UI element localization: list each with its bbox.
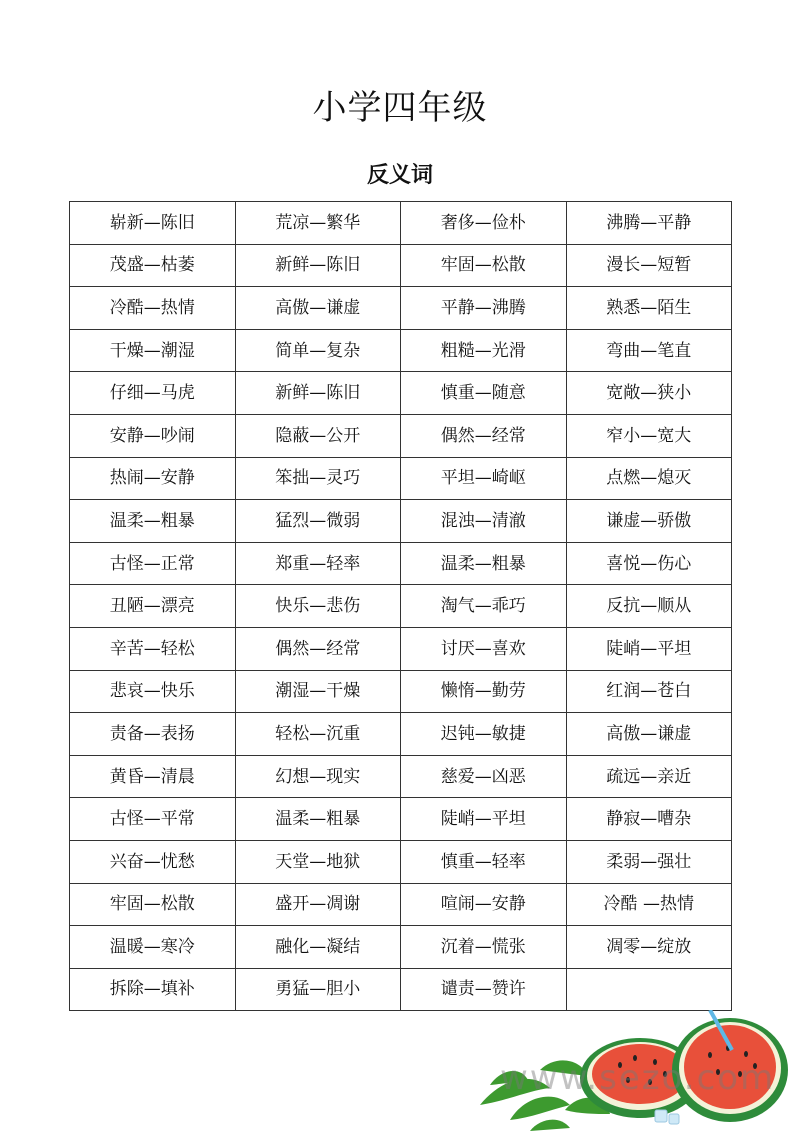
antonym-pair-cell: 兴奋—忧愁 bbox=[70, 840, 236, 883]
antonym-pair-cell: 讨厌—喜欢 bbox=[401, 627, 567, 670]
antonym-pair-cell: 宽敞—狭小 bbox=[566, 372, 732, 415]
antonym-pair-cell: 沉着—慌张 bbox=[401, 926, 567, 969]
table-row bbox=[70, 244, 732, 287]
antonym-pair-cell: 拆除—填补 bbox=[70, 968, 236, 1011]
table-row bbox=[70, 755, 732, 798]
antonym-pair-cell: 牢固—松散 bbox=[401, 244, 567, 287]
antonym-pair-cell: 新鲜—陈旧 bbox=[235, 244, 401, 287]
antonym-pair-cell: 温柔—粗暴 bbox=[235, 798, 401, 841]
antonym-pair-cell: 盛开—凋谢 bbox=[235, 883, 401, 926]
antonym-pair-cell: 点燃—熄灭 bbox=[566, 457, 732, 500]
antonym-pair-cell: 冷酷 —热情 bbox=[566, 883, 732, 926]
antonym-pair-cell: 崭新—陈旧 bbox=[70, 202, 236, 245]
antonym-pair-cell: 辛苦—轻松 bbox=[70, 627, 236, 670]
antonym-pair-cell: 隐蔽—公开 bbox=[235, 414, 401, 457]
table-row bbox=[70, 798, 732, 841]
antonym-pair-cell: 红润—苍白 bbox=[566, 670, 732, 713]
antonym-pair-cell: 粗糙—光滑 bbox=[401, 329, 567, 372]
antonym-pair-cell: 静寂—嘈杂 bbox=[566, 798, 732, 841]
antonym-pair-cell: 冷酷—热情 bbox=[70, 287, 236, 330]
antonym-pair-cell: 谦虚—骄傲 bbox=[566, 500, 732, 543]
table-row bbox=[70, 542, 732, 585]
antonym-pair-cell: 潮湿—干燥 bbox=[235, 670, 401, 713]
antonym-pair-cell: 荒凉—繁华 bbox=[235, 202, 401, 245]
antonym-pair-cell: 高傲—谦虚 bbox=[235, 287, 401, 330]
antonym-pair-cell: 懒惰—勤劳 bbox=[401, 670, 567, 713]
table-row bbox=[70, 414, 732, 457]
antonym-pair-cell: 谴责—赞许 bbox=[401, 968, 567, 1011]
antonym-pair-cell: 丑陋—漂亮 bbox=[70, 585, 236, 628]
antonym-pair-cell: 慎重—随意 bbox=[401, 372, 567, 415]
antonym-pair-cell: 沸腾—平静 bbox=[566, 202, 732, 245]
antonym-pair-cell: 仔细—马虎 bbox=[70, 372, 236, 415]
antonym-pair-cell: 安静—吵闹 bbox=[70, 414, 236, 457]
antonym-pair-cell: 窄小—宽大 bbox=[566, 414, 732, 457]
watermark: www.sezo.com bbox=[500, 1058, 776, 1098]
antonym-pair-cell: 凋零—绽放 bbox=[566, 926, 732, 969]
antonym-pair-cell: 温柔—粗暴 bbox=[70, 500, 236, 543]
antonym-pair-cell: 偶然—经常 bbox=[235, 627, 401, 670]
antonym-pair-cell: 新鲜—陈旧 bbox=[235, 372, 401, 415]
antonym-pair-cell: 反抗—顺从 bbox=[566, 585, 732, 628]
antonym-pair-cell: 快乐—悲伤 bbox=[235, 585, 401, 628]
antonym-pair-cell: 迟钝—敏捷 bbox=[401, 713, 567, 756]
table-row bbox=[70, 670, 732, 713]
antonym-pair-cell: 喜悦—伤心 bbox=[566, 542, 732, 585]
antonym-pair-cell: 融化—凝结 bbox=[235, 926, 401, 969]
antonym-pair-cell: 平静—沸腾 bbox=[401, 287, 567, 330]
antonym-pair-cell: 喧闹—安静 bbox=[401, 883, 567, 926]
antonym-pair-cell: 勇猛—胆小 bbox=[235, 968, 401, 1011]
antonym-table bbox=[69, 201, 732, 1011]
antonym-pair-cell: 慈爱—凶恶 bbox=[401, 755, 567, 798]
table-row bbox=[70, 713, 732, 756]
antonym-pair-cell: 茂盛—枯萎 bbox=[70, 244, 236, 287]
table-row bbox=[70, 968, 732, 1011]
antonym-pair-cell: 奢侈—俭朴 bbox=[401, 202, 567, 245]
antonym-pair-cell: 淘气—乖巧 bbox=[401, 585, 567, 628]
antonym-pair-cell: 陡峭—平坦 bbox=[566, 627, 732, 670]
antonym-pair-cell: 弯曲—笔直 bbox=[566, 329, 732, 372]
table-row bbox=[70, 926, 732, 969]
antonym-table-body bbox=[70, 202, 732, 1011]
antonym-pair-cell: 疏远—亲近 bbox=[566, 755, 732, 798]
antonym-pair-cell bbox=[566, 968, 732, 1011]
table-row bbox=[70, 500, 732, 543]
antonym-pair-cell: 漫长—短暂 bbox=[566, 244, 732, 287]
antonym-pair-cell: 温柔—粗暴 bbox=[401, 542, 567, 585]
antonym-pair-cell: 温暖—寒冷 bbox=[70, 926, 236, 969]
antonym-pair-cell: 猛烈—微弱 bbox=[235, 500, 401, 543]
antonym-pair-cell: 陡峭—平坦 bbox=[401, 798, 567, 841]
table-row bbox=[70, 627, 732, 670]
antonym-pair-cell: 简单—复杂 bbox=[235, 329, 401, 372]
antonym-pair-cell: 慎重—轻率 bbox=[401, 840, 567, 883]
table-row bbox=[70, 840, 732, 883]
antonym-pair-cell: 干燥—潮湿 bbox=[70, 329, 236, 372]
antonym-pair-cell: 平坦—崎岖 bbox=[401, 457, 567, 500]
table-row bbox=[70, 202, 732, 245]
page-title: 小学四年级 bbox=[312, 88, 488, 128]
table-row bbox=[70, 585, 732, 628]
table-row bbox=[70, 287, 732, 330]
antonym-pair-cell: 黄昏—清晨 bbox=[70, 755, 236, 798]
table-row bbox=[70, 329, 732, 372]
antonym-pair-cell: 郑重—轻率 bbox=[235, 542, 401, 585]
table-row bbox=[70, 372, 732, 415]
table-row bbox=[70, 457, 732, 500]
antonym-pair-cell: 偶然—经常 bbox=[401, 414, 567, 457]
antonym-pair-cell: 熟悉—陌生 bbox=[566, 287, 732, 330]
antonym-pair-cell: 幻想—现实 bbox=[235, 755, 401, 798]
antonym-pair-cell: 热闹—安静 bbox=[70, 457, 236, 500]
antonym-pair-cell: 轻松—沉重 bbox=[235, 713, 401, 756]
antonym-pair-cell: 责备—表扬 bbox=[70, 713, 236, 756]
antonym-pair-cell: 古怪—正常 bbox=[70, 542, 236, 585]
ice-cube-icon bbox=[655, 1110, 679, 1124]
antonym-pair-cell: 高傲—谦虚 bbox=[566, 713, 732, 756]
antonym-pair-cell: 牢固—松散 bbox=[70, 883, 236, 926]
antonym-pair-cell: 柔弱—强壮 bbox=[566, 840, 732, 883]
section-title: 反义词 bbox=[366, 163, 433, 188]
antonym-pair-cell: 天堂—地狱 bbox=[235, 840, 401, 883]
antonym-pair-cell: 古怪—平常 bbox=[70, 798, 236, 841]
antonym-pair-cell: 笨拙—灵巧 bbox=[235, 457, 401, 500]
antonym-pair-cell: 悲哀—快乐 bbox=[70, 670, 236, 713]
antonym-pair-cell: 混浊—清澈 bbox=[401, 500, 567, 543]
table-row bbox=[70, 883, 732, 926]
